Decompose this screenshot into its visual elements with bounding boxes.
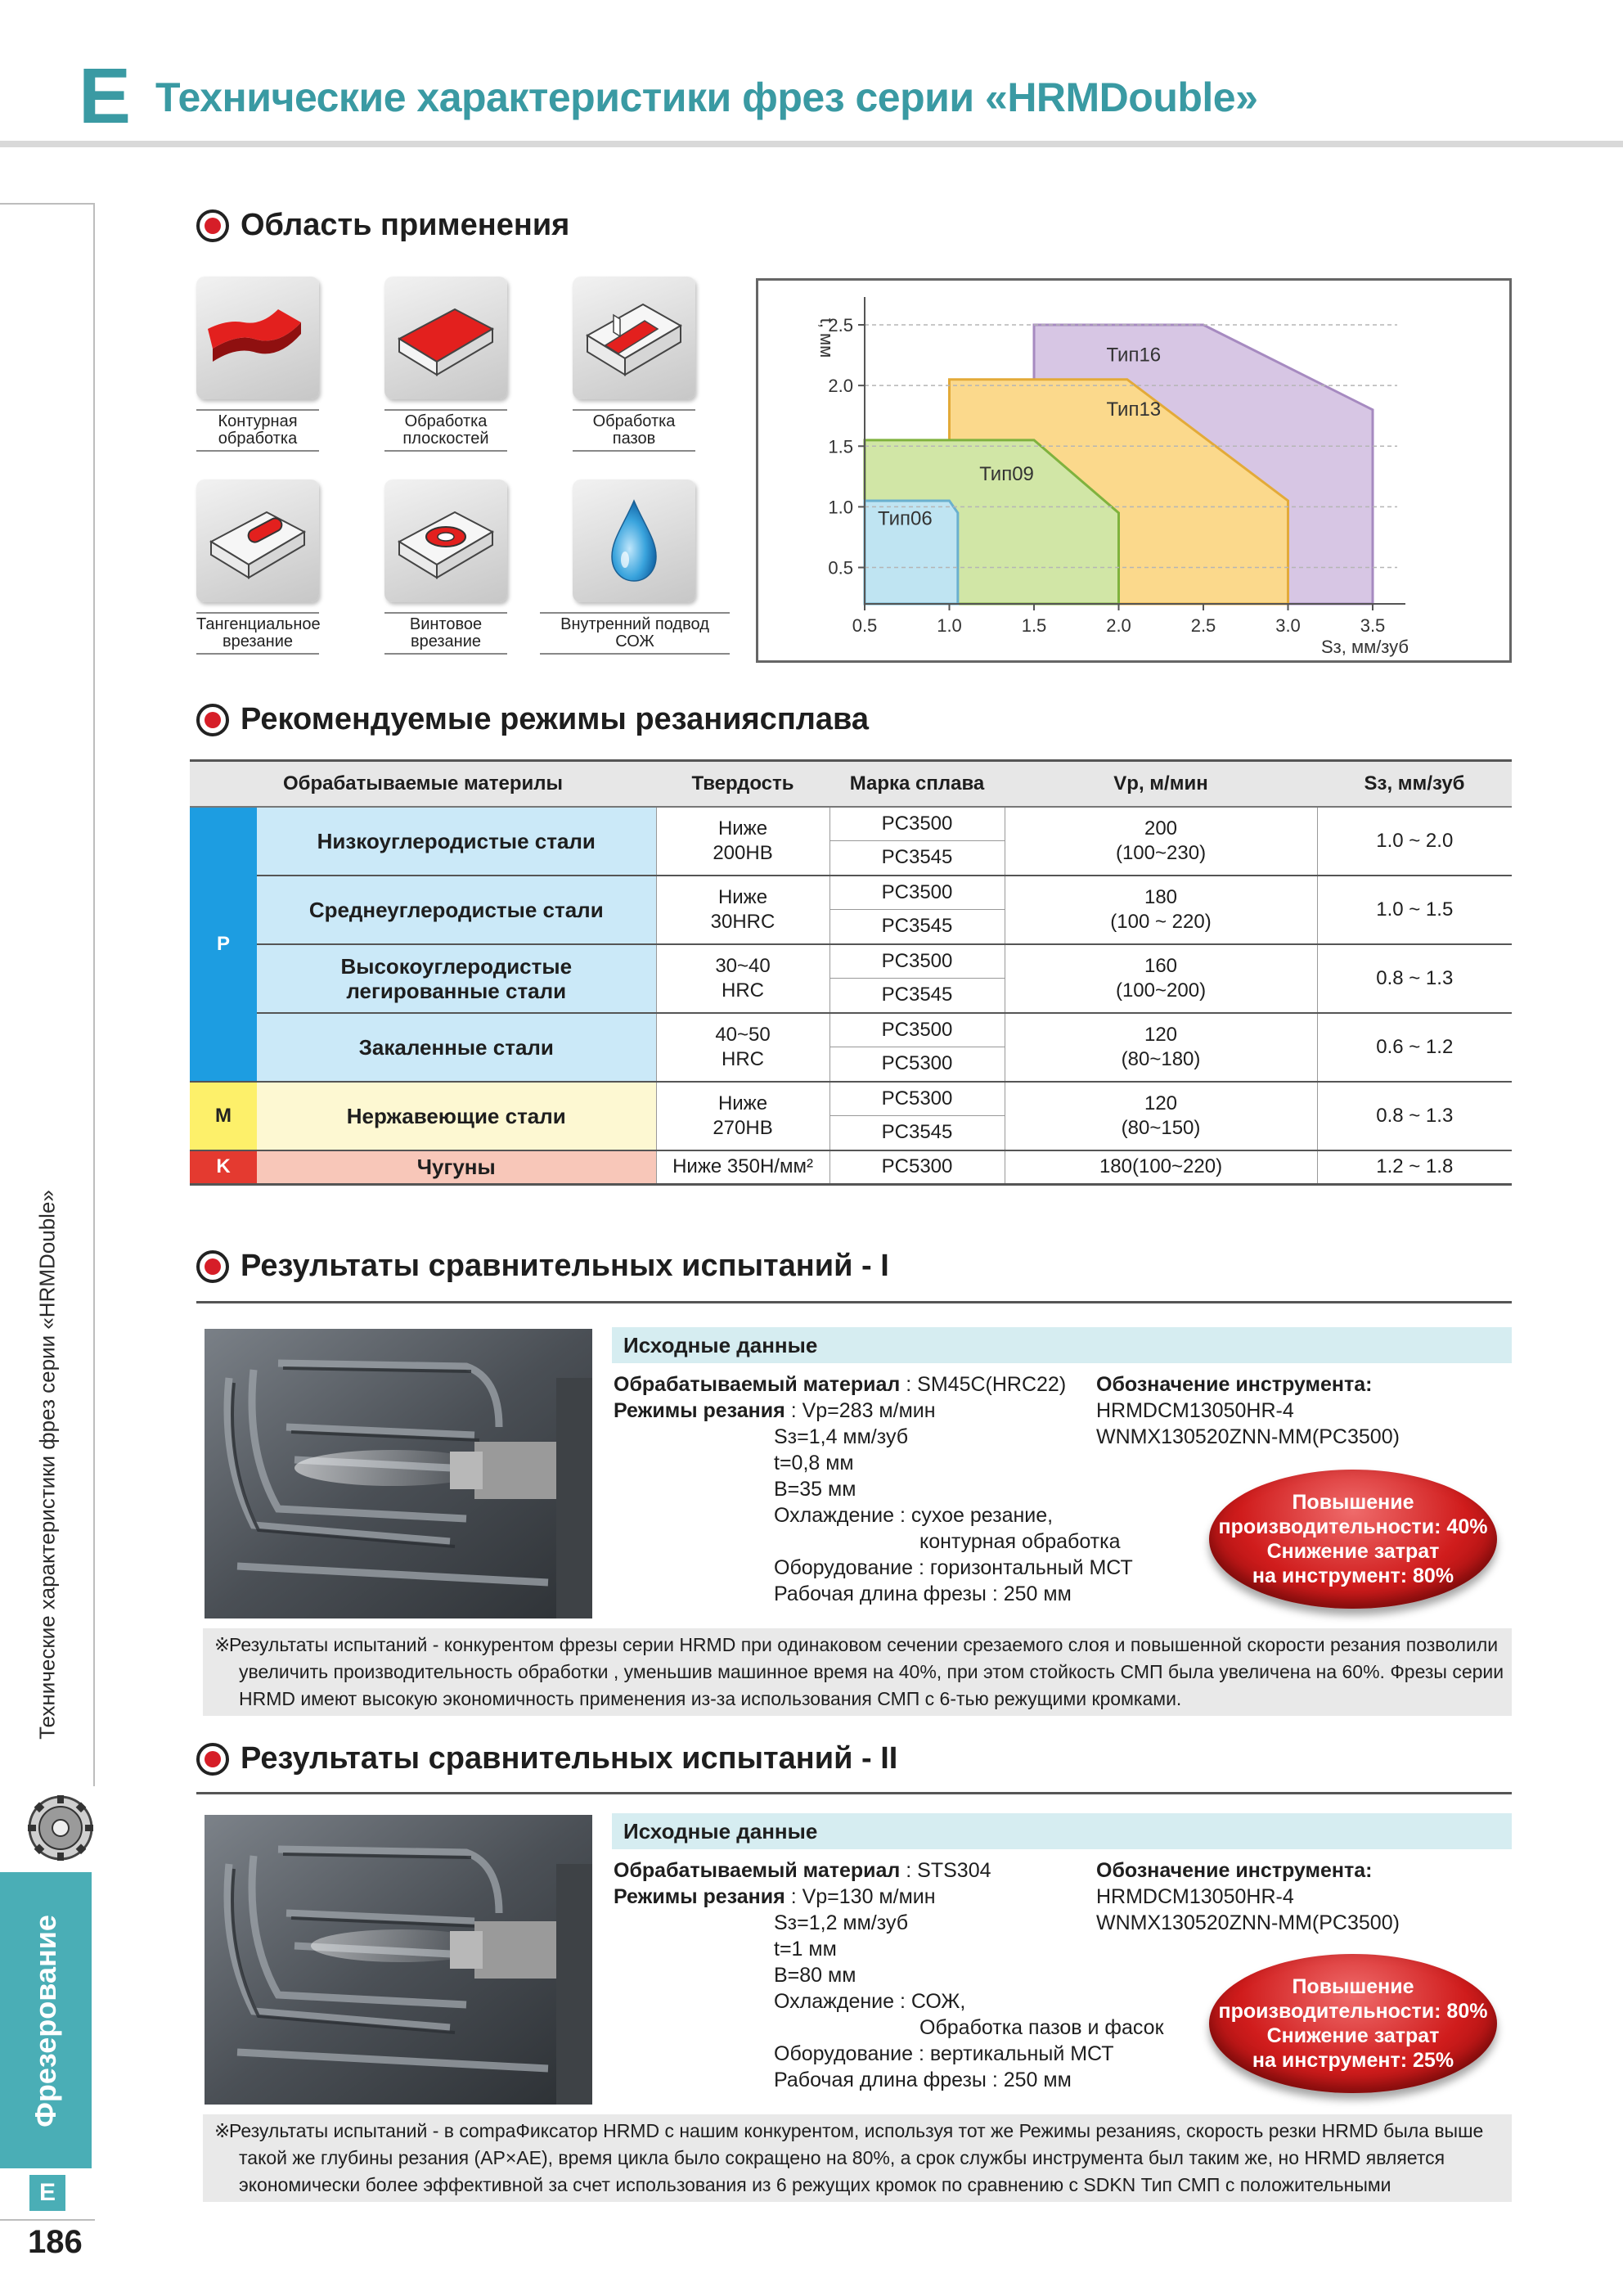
hardness-cell: Ниже 200HB	[656, 807, 829, 876]
table-header-row	[190, 761, 1512, 807]
vc-cell: 180(100~220)	[1005, 1150, 1317, 1185]
chart-x-tick-label: 1.5	[1021, 615, 1047, 636]
chart-y-tick-label: 2.5	[828, 315, 853, 335]
grade-cell: PC3500	[829, 807, 1005, 841]
chart-series-label: Тип09	[979, 462, 1034, 485]
ramping-icon	[196, 479, 319, 602]
chart-x-tick-label: 1.0	[937, 615, 962, 636]
material-cell: Среднеуглеродистые стали	[257, 876, 656, 944]
grade-cell: PC3545	[829, 841, 1005, 876]
chapter-tab-letter: E	[29, 2175, 65, 2211]
grade-cell: PC3500	[829, 944, 1005, 979]
section-bullet-icon	[196, 1250, 229, 1283]
tile-label-helical: Винтовое врезание	[384, 612, 507, 655]
fz-cell: 0.8 ~ 1.3	[1317, 1082, 1512, 1150]
sidebar-vertical-title: Технические характеристики фрез серии «HRMDouble»	[34, 1190, 60, 1740]
section-title: Результаты сравнительных испытаний - I	[241, 1249, 889, 1283]
vc-cell: 160 (100~200)	[1005, 944, 1317, 1013]
cutting-modes-table	[190, 759, 1512, 1186]
section-application-heading	[196, 208, 569, 243]
chapter-tab-label: Фрезерование	[29, 1915, 62, 2127]
chart-x-label: Sз, мм/зуб	[1320, 637, 1409, 657]
chart-x-tick-label: 3.0	[1275, 615, 1301, 636]
chart-canvas	[758, 281, 1509, 660]
test1-machining-photo	[205, 1329, 592, 1618]
table-row	[190, 807, 1512, 841]
fz-cell: 1.0 ~ 1.5	[1317, 876, 1512, 944]
header-grade: Марка сплава	[829, 761, 1005, 807]
fz-cell: 0.8 ~ 1.3	[1317, 944, 1512, 1013]
sidebar-top-rule	[0, 203, 95, 205]
header-fz: Sз, мм/зуб	[1317, 761, 1512, 807]
test1-source-bar: Исходные данные	[612, 1327, 1512, 1363]
tile-label-slot: Обработка пазов	[573, 409, 695, 452]
fz-cell: 0.6 ~ 1.2	[1317, 1013, 1512, 1082]
test2-params: Обрабатываемый материал : STS304 Режимы резания : Vр=130 м/мин Sз=1,2 мм/зуб t=1 мм B=80 мм Охлаждение : СОЖ, Обработка пазов и фасок Оборудование : вертикальный МСТ Рабочая длина фрезы : 250 мм	[614, 1859, 1164, 2091]
chart-y-tick-label: 1.5	[828, 436, 853, 457]
grade-cell: PC5300	[829, 1082, 1005, 1116]
page-number: 186	[28, 2224, 83, 2260]
section-title: Результаты сравнительных испытаний - II	[241, 1741, 898, 1776]
chart-y-tick-label: 2.0	[828, 376, 853, 397]
chart-x-tick-label: 3.5	[1360, 615, 1386, 636]
table-row	[190, 876, 1512, 910]
test1-tool: Обозначение инструмента: HRMDCM13050HR-4 WNMX130520ZNN-MM(PC3500)	[1096, 1373, 1400, 1448]
chart-y-tick-label: 0.5	[828, 557, 853, 579]
sidebar-vertical-rule	[93, 203, 95, 1786]
hardness-cell: Ниже 270HB	[656, 1082, 829, 1150]
page-title: Технические характеристики фрез серии «HRMDouble»	[155, 74, 1258, 120]
material-cell: Высокоуглеродистые легированные стали	[257, 944, 656, 1013]
chart-y-tick-label: 1.0	[828, 497, 853, 518]
vc-cell: 120 (80~150)	[1005, 1082, 1317, 1150]
tile-label-ramping: Тангенциальное врезание	[196, 612, 319, 655]
header-divider	[0, 141, 1623, 147]
test2-source-bar: Исходные данные	[612, 1813, 1512, 1849]
test2-result-badge: Повышение производительности: 80% Снижение затрат на инструмент: 25%	[1209, 1954, 1497, 2093]
group-p-cell: P	[190, 807, 257, 1082]
chart-x-tick-label: 0.5	[852, 615, 878, 636]
test2-note: ※ Результаты испытаний - в compaФиксатор HRMD с нашим конкурентом, используя тот же Режимы резанияs, скорость резки HRMD была выше такой же глубины резания (AP×AE), время цикла было сокращено на 80%, а срок службы инструмента был таким же, но HRMD является экономически более эффективной за счет использования из 6 режущих кромок по сравнению с SDKN Тип СМП с положительными	[203, 2114, 1512, 2202]
test2-machining-photo	[205, 1815, 592, 2105]
tile-label-face: Обработка плоскостей	[384, 409, 507, 452]
chart-series-label: Тип06	[878, 507, 933, 530]
material-cell: Чугуны	[257, 1150, 656, 1185]
group-k-cell: K	[190, 1150, 257, 1185]
fz-cell: 1.2 ~ 1.8	[1317, 1150, 1512, 1185]
vc-cell: 200 (100~230)	[1005, 807, 1317, 876]
section-cutting-heading	[196, 702, 869, 737]
vc-cell: 120 (80~180)	[1005, 1013, 1317, 1082]
slot-milling-icon	[573, 277, 695, 399]
group-m-cell: M	[190, 1082, 257, 1150]
section-bullet-icon	[196, 209, 229, 242]
chart-series-label: Тип13	[1106, 398, 1162, 421]
grade-cell: PC3500	[829, 1013, 1005, 1047]
hardness-cell: 40~50 HRC	[656, 1013, 829, 1082]
tile-label-coolant: Внутренний подвод СОЖ	[540, 612, 730, 655]
header-material: Обрабатываемые материлы	[190, 761, 656, 807]
section-rule	[196, 1301, 1512, 1303]
fz-cell: 1.0 ~ 2.0	[1317, 807, 1512, 876]
chart-x-tick-label: 2.5	[1190, 615, 1216, 636]
table-row	[190, 1150, 1512, 1185]
material-cell: Нержавеющие стали	[257, 1082, 656, 1150]
grade-cell: PC3545	[829, 979, 1005, 1013]
section-bullet-icon	[196, 704, 229, 736]
vc-cell: 180 (100 ~ 220)	[1005, 876, 1317, 944]
header-hardness: Твердость	[656, 761, 829, 807]
section-title: Область применения	[241, 208, 570, 242]
material-cell: Закаленные стали	[257, 1013, 656, 1082]
material-cell: Низкоуглеродистые стали	[257, 807, 656, 876]
sidebar-bottom-rule	[0, 2219, 95, 2221]
face-milling-icon	[384, 277, 507, 399]
grade-cell: PC5300	[829, 1047, 1005, 1082]
section-bullet-icon	[196, 1743, 229, 1776]
grade-cell: PC3500	[829, 876, 1005, 910]
chart-series-label: Тип16	[1106, 344, 1162, 367]
test1-params: Обрабатываемый материал : SM45C(HRC22) Режимы резания : Vр=283 м/мин Sз=1,4 мм/зуб t=0,8 мм B=35 мм Охлаждение : сухое резание, контурная обработка Оборудование : горизонтальный МСТ Рабочая длина фрезы : 250 мм	[614, 1373, 1133, 1605]
application-chart	[756, 278, 1512, 663]
test1-result-badge: Повышение производительности: 40% Снижение затрат на инструмент: 80%	[1209, 1470, 1497, 1609]
table-row	[190, 1082, 1512, 1116]
table-row	[190, 944, 1512, 979]
helical-interpolation-icon	[384, 479, 507, 602]
test2-tool: Обозначение инструмента: HRMDCM13050HR-4 WNMX130520ZNN-MM(PC3500)	[1096, 1859, 1400, 1934]
hardness-cell: Ниже 30HRC	[656, 876, 829, 944]
test1-note: ※ Результаты испытаний - конкурентом фрезы серии HRMD при одинаковом сечении срезаемого слоя и повышенной скорости резания позволили увеличить производительность обработки , уменьшив машинное время на 40%, при этом стойкость СМП была увеличена на 60%. Фрезы серии HRMD имеют высокую экономичность применения из-за использования СМП с 6-тью режущими кромками.	[203, 1628, 1512, 1716]
section-test1-heading	[196, 1249, 889, 1284]
chapter-letter: E	[79, 52, 132, 140]
chart-x-tick-label: 2.0	[1106, 615, 1131, 636]
table-row	[190, 1013, 1512, 1047]
coolant-drop-icon	[573, 479, 695, 602]
tile-label-contour: Контурная обработка	[196, 409, 319, 452]
grade-cell: PC3545	[829, 910, 1005, 944]
grade-cell: PC5300	[829, 1150, 1005, 1185]
section-test2-heading	[196, 1741, 897, 1776]
hardness-cell: Ниже 350Н/мм²	[656, 1150, 829, 1185]
header-vc: Vр, м/мин	[1005, 761, 1317, 807]
hardness-cell: 30~40 HRC	[656, 944, 829, 1013]
section-rule	[196, 1792, 1512, 1794]
chart-y-label: t, мм	[816, 317, 837, 358]
section-title: Рекомендуемые режимы резаниясплава	[241, 702, 870, 736]
milling-cutter-icon	[26, 1794, 95, 1862]
contour-machining-icon	[196, 277, 319, 399]
grade-cell: PC3545	[829, 1116, 1005, 1150]
